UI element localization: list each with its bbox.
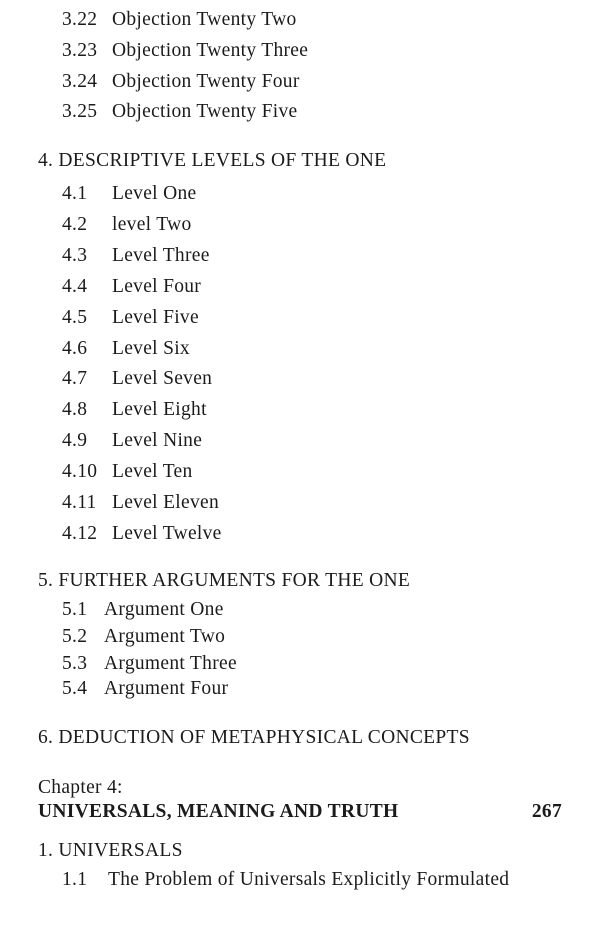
entry-number: 4.9 [62, 430, 88, 452]
entry-label: Level Six [112, 337, 190, 359]
chapter-label: Chapter 4: [38, 777, 123, 798]
entry-label: Argument One [104, 599, 224, 620]
entry-number: 3.25 [62, 101, 98, 122]
entry-label: Objection Twenty Two [112, 9, 297, 30]
entry-label: Objection Twenty Three [112, 40, 309, 61]
section-heading: 4. DESCRIPTIVE LEVELS OF THE ONE [38, 150, 387, 171]
entry-label: Argument Three [104, 653, 237, 674]
entry-number: 3.22 [62, 9, 98, 30]
section-heading: 6. DEDUCTION OF METAPHYSICAL CONCEPTS [38, 727, 470, 748]
entry-label: Level Nine [112, 430, 203, 452]
entry-label: The Problem of Universals Explicitly Formulated [108, 869, 510, 890]
entry-number: 4.1 [62, 183, 88, 204]
entry-number: 4.3 [62, 244, 88, 266]
entry-label: Level One [112, 183, 197, 204]
entry-number: 4.4 [62, 275, 88, 297]
entry-number: 5.2 [62, 626, 88, 647]
entry-label: Level Three [112, 244, 210, 266]
entry-number: 4.6 [62, 337, 88, 359]
entry-label: Level Ten [112, 461, 193, 483]
entry-label: Argument Four [104, 678, 229, 699]
entry-label: Objection Twenty Five [112, 101, 298, 122]
entry-number: 4.11 [62, 492, 97, 513]
entry-label: level Two [112, 213, 192, 235]
entry-number: 3.23 [62, 40, 98, 61]
entry-number: 5.1 [62, 599, 88, 620]
entry-number: 3.24 [62, 71, 98, 92]
section-heading: 5. FURTHER ARGUMENTS FOR THE ONE [38, 570, 411, 591]
entry-label: Level Eleven [112, 492, 220, 513]
entry-label: Level Seven [112, 368, 213, 390]
entry-number: 4.7 [62, 368, 88, 390]
chapter-title: UNIVERSALS, MEANING AND TRUTH [38, 801, 399, 822]
entry-label: Objection Twenty Four [112, 71, 300, 92]
section-heading: 1. UNIVERSALS [38, 840, 183, 861]
entry-number: 5.3 [62, 653, 88, 674]
entry-number: 1.1 [62, 869, 88, 890]
entry-number: 4.12 [62, 522, 98, 544]
entry-number: 4.8 [62, 399, 88, 421]
entry-label: Level Four [112, 275, 202, 297]
entry-label: Level Five [112, 306, 199, 328]
entry-label: Level Twelve [112, 522, 222, 544]
entry-number: 4.2 [62, 213, 88, 235]
chapter-page-number: 267 [531, 801, 562, 822]
entry-label: Argument Two [104, 626, 226, 647]
entry-number: 4.5 [62, 306, 88, 328]
entry-label: Level Eight [112, 399, 207, 421]
entry-number: 5.4 [62, 678, 88, 699]
entry-number: 4.10 [62, 461, 98, 483]
